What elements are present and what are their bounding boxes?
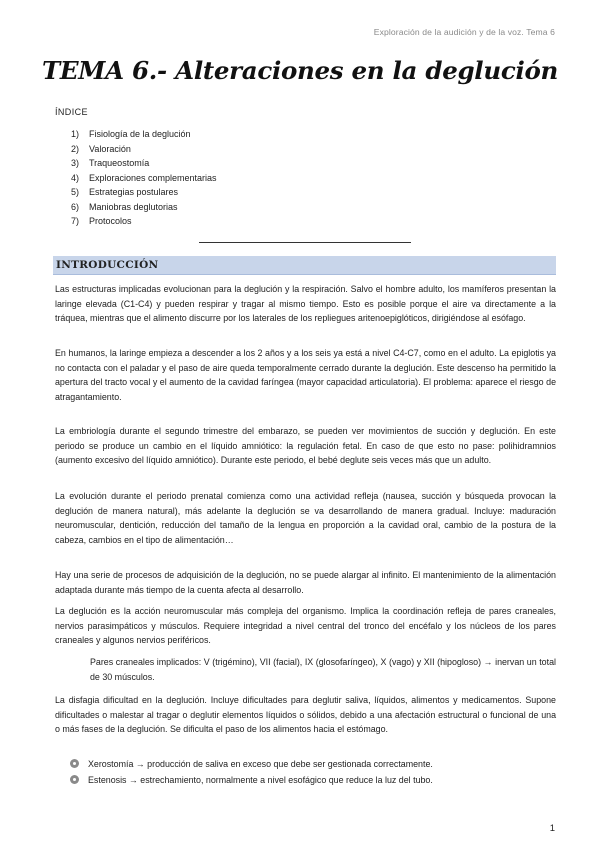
section-title: INTRODUCCIÓN	[56, 259, 159, 271]
section-divider	[199, 242, 411, 243]
list-item	[70, 757, 433, 773]
list-item	[70, 773, 433, 789]
index-item	[71, 142, 217, 157]
paragraph-cranial-nerves: Pares craneales implicados: V (trigémino), VII (facial), IX (glosofaríngeo), X (vago) y XII (hipogloso) → inervan un total de 30 músculos.	[90, 657, 556, 682]
index-item	[71, 200, 217, 215]
paragraph-acquisition: Hay una serie de procesos de adquisición de la deglución, no se puede alargar al infinito. El mantenimiento de la alimentación adaptada durante más tiempo de la cuenta afecta al desarrollo.	[55, 570, 556, 595]
bullet-list	[70, 757, 433, 788]
index-item-number: 7)	[71, 216, 80, 226]
index-item-text: Maniobras deglutorias	[89, 201, 178, 212]
paragraph-embryology: La embriología durante el segundo trimestre del embarazo, se pueden ver movimientos de succión y deglución. En este periodo se produce un cambio en el líquido amniótico: la regulación fetal. En caso de que esto no pase: polihidramnios (aumento excesivo del líquido amniótico). Durante este periodo, el bebé deglute seis veces más que un adulto.	[55, 426, 556, 466]
index-item	[71, 171, 217, 186]
index-item-number: 5)	[71, 187, 80, 197]
index-item-number: 4)	[71, 172, 80, 183]
paragraph-prenatal: La evolución durante el periodo prenatal comienza como una actividad refleja (nausea, succión y búsqueda provocan la deglución de manera natural), más adelante la deglución se va desarrollando de manera gradual. Incluye: maduración neuromuscular, dentición, reducción del tamaño de la lengua en proporción a la cavidad oral, cambio de la postura de la cabeza, cambios en el tipo de alimentación…	[55, 491, 556, 545]
index-list	[71, 127, 217, 229]
index-item-text: Estrategias postulares	[89, 187, 179, 197]
list-item-text: Xerostomía → producción de saliva en exceso que debe ser gestionada correctamente.	[88, 759, 433, 769]
index-heading: ÍNDICE	[55, 107, 88, 117]
index-item-number: 6)	[71, 201, 80, 212]
index-item	[71, 185, 217, 200]
paragraph-larynx-descent: En humanos, la laringe empieza a descender a los 2 años y a los seis ya está a nivel C4-C7, como en el adulto. La epiglotis ya no contacta con el paladar y el paso de aire queda temporalmente cerrado durante la deglución. Este descenso ha permitido la apertura del tracto vocal y el aumento de la cavidad faríngea (mayor capacidad articulatoria). El problema: aparece el riesgo de atragantamiento.	[55, 348, 556, 402]
index-item-number: 2)	[71, 143, 80, 154]
page-number: 1	[549, 823, 555, 834]
index-item-text: Protocolos	[89, 216, 132, 226]
index-item	[71, 214, 217, 229]
index-item-text: Fisiología de la deglución	[89, 129, 191, 139]
index-item-number: 3)	[71, 158, 80, 168]
index-item	[71, 127, 217, 142]
paragraph-evolution: Las estructuras implicadas evolucionan para la deglución y la respiración. Salvo el hombre adulto, los mamíferos presentan la laringe elevada (C1-C4) y pueden respirar y tragar al mismo tiempo. Esto es posible porque el aire va directamente a la tráquea, mientras que el alimento discurre por los laterales de los repliegues aritenoepiglóticos, dirigiéndose al esófago.	[55, 284, 556, 324]
page-title: TEMA 6.- Alteraciones en la deglución	[41, 56, 559, 85]
index-item-text: Valoración	[89, 143, 131, 154]
circle-bullet-icon	[70, 759, 79, 768]
section-header-bar	[53, 256, 556, 275]
paragraph-neuromuscular: La deglución es la acción neuromuscular más compleja del organismo. Implica la coordinación refleja de pares craneales, nervios parasimpáticos y músculos. Requiere integridad a nivel central del tronco del encéfalo y los núcleos de los pares craneales y algunos nervios periféricos.	[55, 606, 556, 646]
paragraph-dysphagia: La disfagia dificultad en la deglución. Incluye dificultades para deglutir saliva, líquidos, alimentos y medicamentos. Supone dificultades o malestar al tragar o deglutir elementos líquidos o sólidos, debido a una afectación estructural o funcional de una o más fases de la deglución. Se dificulta el paso de los alimentos hacia el estómago.	[55, 695, 556, 735]
index-item-number: 1)	[71, 129, 80, 139]
running-header: Exploración de la audición y de la voz. Tema 6	[373, 27, 555, 37]
index-item-text: Traqueostomía	[89, 158, 150, 168]
index-item	[71, 156, 217, 171]
circle-bullet-icon	[70, 775, 79, 784]
index-item-text: Exploraciones complementarias	[89, 172, 217, 183]
list-item-text: Estenosis → estrechamiento, normalmente a nivel esofágico que reduce la luz del tubo.	[88, 774, 433, 785]
